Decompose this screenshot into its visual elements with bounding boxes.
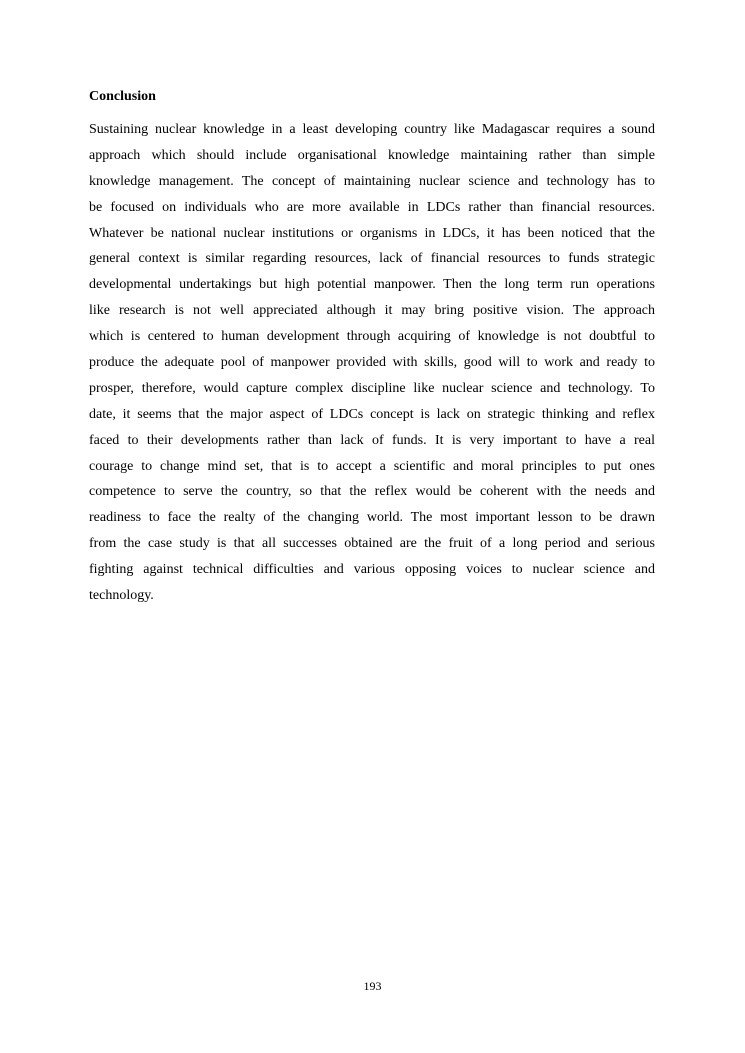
- paragraph-line: faced to their developments rather than lack of funds. It is very important to have a real: [89, 432, 655, 448]
- paragraph-line: from the case study is that all successes obtained are the fruit of a long period and serious: [89, 536, 655, 552]
- paragraph-line: which is centered to human development through acquiring of knowledge is not doubtful to: [89, 329, 655, 345]
- paragraph-line: be focused on individuals who are more available in LDCs rather than financial resources.: [89, 199, 655, 215]
- paragraph-line: like research is not well appreciated although it may bring positive vision. The approach: [89, 303, 655, 319]
- paragraph-line: courage to change mind set, that is to accept a scientific and moral principles to put ones: [89, 458, 655, 474]
- paragraph-line: Sustaining nuclear knowledge in a least developing country like Madagascar requires a sound: [89, 122, 655, 137]
- section-heading: Conclusion: [89, 89, 156, 104]
- conclusion-paragraph: [89, 120, 655, 612]
- paragraph-line: developmental undertakings but high potential manpower. Then the long term run operations: [89, 277, 655, 293]
- paragraph-line: technology.: [89, 588, 154, 604]
- paragraph-line: competence to serve the country, so that the reflex would be coherent with the needs and: [89, 484, 655, 500]
- paragraph-line: date, it seems that the major aspect of LDCs concept is lack on strategic thinking and reflex: [89, 406, 655, 422]
- paragraph-line: general context is similar regarding resources, lack of financial resources to funds strategic: [89, 251, 655, 267]
- paragraph-line: approach which should include organisational knowledge maintaining rather than simple: [89, 147, 655, 163]
- paragraph-line: readiness to face the realty of the changing world. The most important lesson to be drawn: [89, 510, 655, 526]
- paragraph-line: Whatever be national nuclear institutions or organisms in LDCs, it has been noticed that the: [89, 225, 655, 241]
- paragraph-line: knowledge management. The concept of maintaining nuclear science and technology has to: [89, 173, 655, 189]
- page-number: 193: [363, 979, 382, 993]
- paragraph-line: prosper, therefore, would capture complex discipline like nuclear science and technology. To: [89, 380, 655, 396]
- paragraph-line: produce the adequate pool of manpower provided with skills, good will to work and ready to: [89, 355, 655, 371]
- paragraph-line: fighting against technical difficulties and various opposing voices to nuclear science and: [89, 562, 655, 578]
